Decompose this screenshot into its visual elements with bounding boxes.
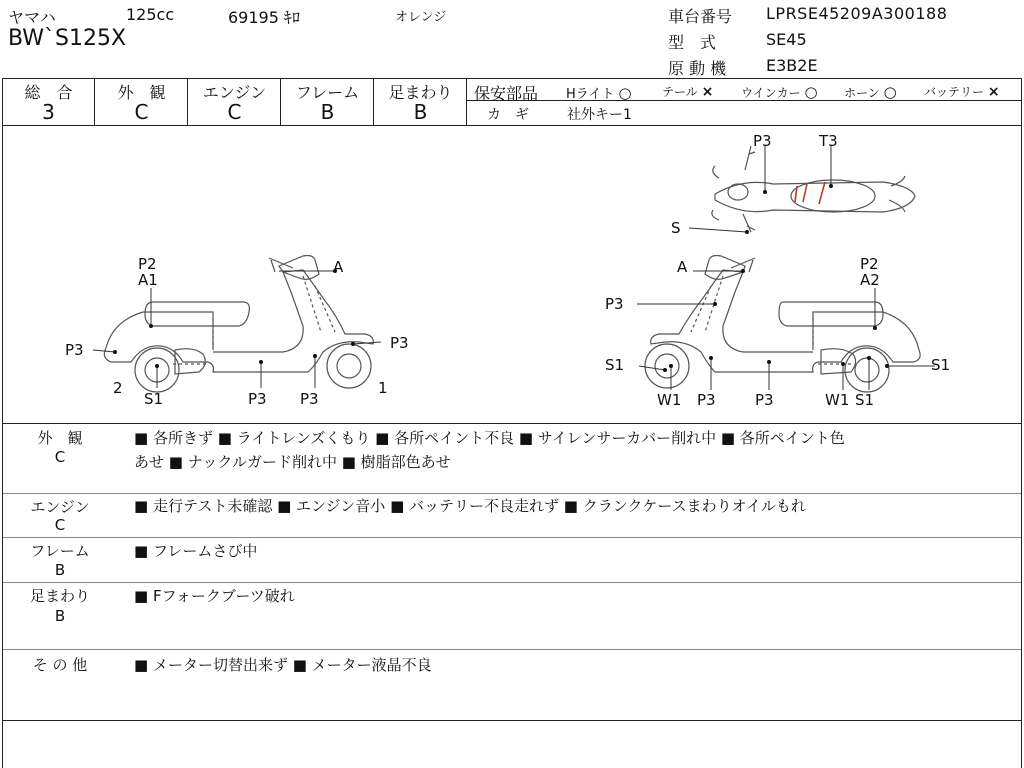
frame-no-label: 車台番号 <box>668 7 733 26</box>
right-label-a: A <box>677 258 688 276</box>
note-text-frame <box>134 539 1014 563</box>
top-view-scooter-drawing <box>712 146 915 232</box>
right-label-w1-left: W1 <box>657 391 682 409</box>
right-label-p3-left: P3 <box>605 295 624 313</box>
note-line: ■ 走行テスト未確認 ■ エンジン音小 ■ バッテリー不良走れず ■ クランクケースまわりオイルもれ <box>134 497 806 515</box>
displacement: 125cc <box>126 5 175 24</box>
note-text-suspension <box>134 584 1014 608</box>
note-grade-exterior: C <box>54 448 66 466</box>
grade-value-frame: B <box>320 100 335 124</box>
top-label-p3: P3 <box>753 132 772 150</box>
winker-mark: ○ <box>804 83 818 101</box>
note-text-engine <box>134 494 1014 518</box>
left-label-p3-b1: P3 <box>248 390 267 408</box>
divider <box>2 649 1022 650</box>
note-line: ■ Fフォークブーツ破れ <box>134 587 295 605</box>
type-value: SE45 <box>766 30 807 49</box>
note-grade-engine: C <box>54 516 66 534</box>
left-label-a1: A1 <box>138 271 158 289</box>
key-value: 社外キー1 <box>567 107 632 123</box>
body-color: オレンジ <box>395 10 447 25</box>
note-category-frame: フレーム <box>30 542 90 560</box>
note-text-other <box>134 653 1014 677</box>
right-label-p3-b1: P3 <box>697 391 716 409</box>
safety-item-tail: テール × <box>662 84 714 100</box>
left-label-2: 2 <box>113 379 123 397</box>
grade-value-suspension: B <box>413 100 428 124</box>
left-label-1: 1 <box>378 379 388 397</box>
grade-label-frame: フレーム <box>295 83 360 102</box>
left-label-p3-rear: P3 <box>390 334 409 352</box>
model-name: BW`S125X <box>8 26 127 51</box>
note-line: ■ フレームさび中 <box>134 542 258 560</box>
safety-item-winker: ウインカー ○ <box>741 83 818 101</box>
grade-label-engine: エンジン <box>202 83 267 102</box>
engine-label: 原 動 機 <box>668 59 727 78</box>
note-grade-frame: B <box>54 561 66 579</box>
right-label-w1-right: W1 <box>825 391 850 409</box>
maker: ヤマハ <box>8 8 56 27</box>
right-label-s1-right: S1 <box>931 356 951 374</box>
top-label-t3: T3 <box>819 132 838 150</box>
battery-mark: × <box>987 84 1000 100</box>
divider <box>2 720 1022 721</box>
right-label-p2: P2 <box>860 255 879 273</box>
right-label-p3-b2: P3 <box>755 391 774 409</box>
note-category-exterior: 外 観 <box>37 429 83 447</box>
grade-value-exterior: C <box>134 100 149 124</box>
safety-item-battery: バッテリー × <box>924 84 1000 100</box>
type-label: 型 式 <box>668 33 717 52</box>
horn-mark: ○ <box>883 83 897 101</box>
safety-item-headlight: Hライト ○ <box>566 84 632 102</box>
safety-item-horn: ホーン ○ <box>844 83 897 101</box>
note-category-engine: エンジン <box>30 498 90 516</box>
left-label-s1: S1 <box>144 390 164 408</box>
engine-value: E3B2E <box>766 56 818 75</box>
left-label-a: A <box>333 258 344 276</box>
key-label: カ ギ <box>487 107 529 123</box>
note-category-suspension: 足まわり <box>29 587 90 605</box>
note-category-other: そ の 他 <box>32 656 88 674</box>
scooter-diagram <box>3 126 1022 423</box>
tail-mark: × <box>701 84 714 100</box>
grade-label-exterior: 外 観 <box>117 83 166 102</box>
grade-value-engine: C <box>227 100 242 124</box>
left-label-p3-b2: P3 <box>300 390 319 408</box>
note-grade-suspension: B <box>54 607 66 625</box>
top-label-s: S <box>671 219 681 237</box>
grade-label-suspension: 足まわり <box>388 83 453 102</box>
safety-title: 保安部品 <box>474 84 539 103</box>
divider <box>2 78 1022 79</box>
note-text-exterior <box>134 426 1014 474</box>
right-label-s1-left: S1 <box>605 356 625 374</box>
frame-no: LPRSE45209A300188 <box>766 4 948 23</box>
left-label-p2: P2 <box>138 255 157 273</box>
mileage: 69195 ｷﾛ <box>228 8 300 27</box>
right-label-s1-bottom: S1 <box>855 391 875 409</box>
left-label-p3-front: P3 <box>65 341 84 359</box>
note-line: あせ ■ ナックルガード削れ中 ■ 樹脂部色あせ <box>134 453 451 471</box>
headlight-mark: ○ <box>618 84 632 102</box>
right-label-a2: A2 <box>860 271 880 289</box>
divider <box>2 537 1022 538</box>
note-line: ■ メーター切替出来ず ■ メーター液晶不良 <box>134 656 432 674</box>
grade-value-overall: 3 <box>42 100 55 124</box>
divider <box>2 423 1022 424</box>
grade-label-overall: 総 合 <box>24 83 73 102</box>
divider <box>2 582 1022 583</box>
note-line: ■ 各所きず ■ ライトレンズくもり ■ 各所ペイント不良 ■ サイレンサーカバー削れ中 ■ 各所ペイント色 <box>134 429 845 447</box>
